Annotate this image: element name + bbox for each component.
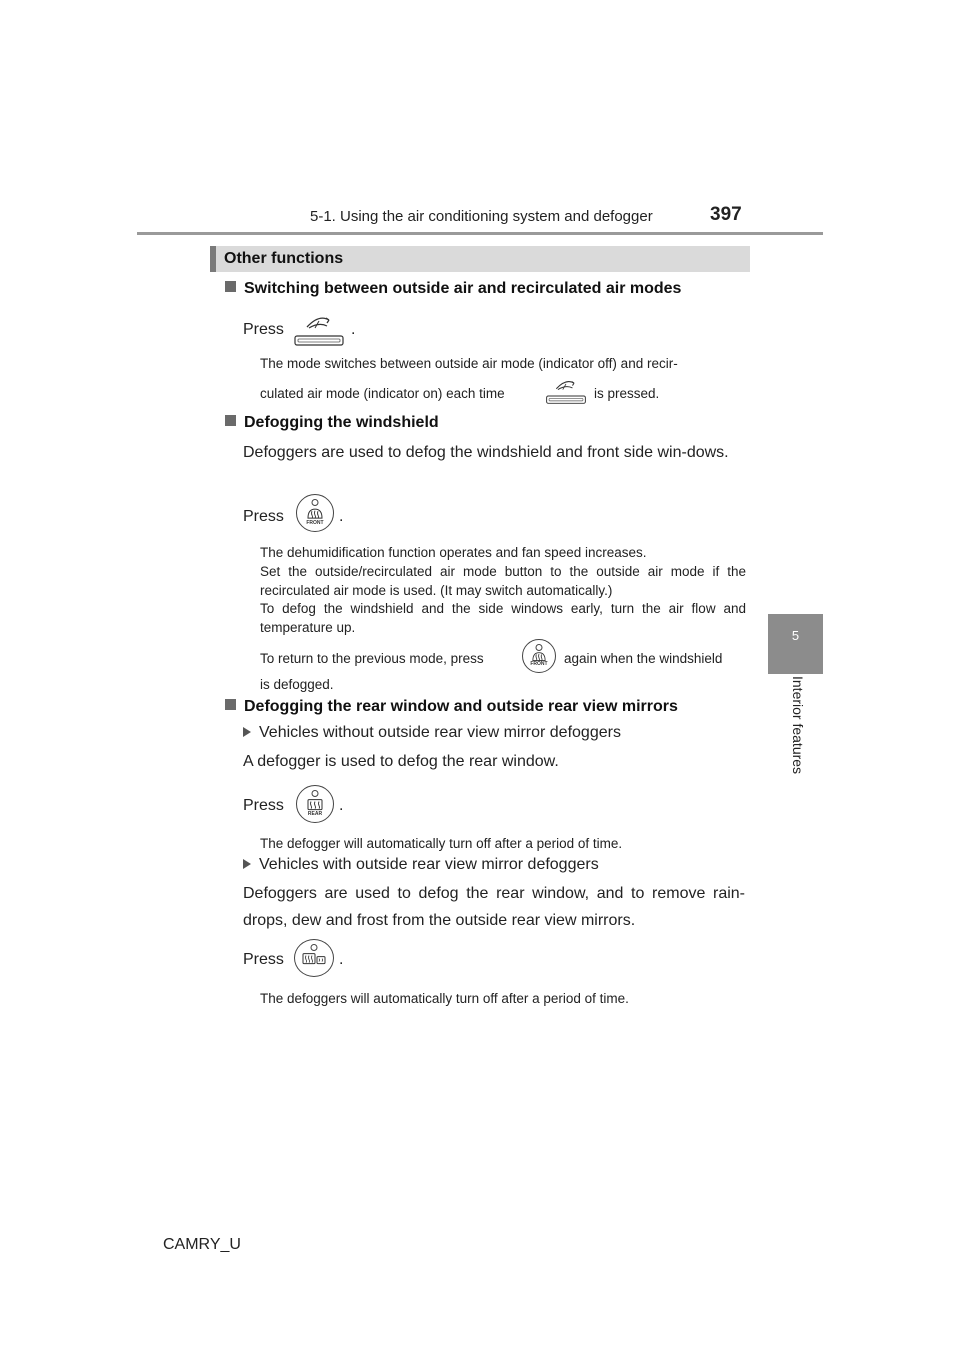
front-defogger-icon: FRONT: [296, 494, 334, 532]
rear-and-mirror-defogger-icon: [294, 939, 334, 977]
square-bullet-icon: [225, 415, 236, 426]
windshield-note-4: To return to the previous mode, press: [260, 651, 484, 666]
rear-item1-note: The defogger will automatically turn off after a period of time.: [260, 836, 623, 851]
switching-press-period: .: [351, 321, 356, 338]
windshield-note-3: To defog the windshield and the side windows early, turn the air flow and temperature up.: [260, 601, 746, 635]
chapter-tab: [768, 614, 823, 674]
switching-note-line1: The mode switches between outside air mode (indicator off) and recir-: [260, 356, 678, 371]
page-number: 397: [710, 204, 742, 225]
rear-item2-body: Defoggers are used to defog the rear window, and to remove rain-drops, dew and frost from the outside rear view mirrors.: [243, 885, 745, 929]
windshield-note-4-end: again when the windshield: [564, 651, 723, 666]
chapter-number: 5: [791, 628, 800, 643]
rear-item1-press-period: .: [339, 797, 344, 814]
header-divider: [137, 232, 823, 235]
recirculate-air-icon: [293, 314, 345, 353]
square-bullet-icon: [225, 699, 236, 710]
windshield-body: Defoggers are used to defog the windshield and front side win-dows.: [243, 444, 729, 461]
switching-heading: Switching between outside air and recirculated air modes: [225, 280, 681, 298]
chapter-label: Interior features: [790, 676, 806, 775]
windshield-note-2: Set the outside/recirculated air mode button to the outside air mode if the recirculated air mode is used. (It may switch automatically.): [260, 564, 746, 598]
windshield-note-4-line2: is defogged.: [260, 677, 334, 692]
rear-defogger-icon: REAR: [296, 785, 334, 823]
switching-note-line2-end: is pressed.: [594, 386, 660, 401]
windshield-note-1: The dehumidification function operates and fan speed increases.: [260, 545, 647, 560]
switching-note-line2: culated air mode (indicator on) each time: [260, 386, 505, 401]
rear-item2-note: The defoggers will automatically turn off after a period of time.: [260, 991, 629, 1006]
rear-item-without-mirror: Vehicles without outside rear view mirror defoggers: [243, 724, 621, 742]
square-bullet-icon: [225, 281, 236, 292]
footer-code: CAMRY_U: [163, 1236, 241, 1253]
front-defogger-icon-inline: FRONT: [522, 639, 556, 673]
rear-item2-press-period: .: [339, 951, 344, 968]
windshield-heading: Defogging the windshield: [225, 414, 439, 432]
section-title: Other functions: [224, 250, 344, 267]
rear-item1-press: Press: [243, 797, 284, 814]
triangle-bullet-icon: [243, 859, 251, 869]
triangle-bullet-icon: [243, 727, 251, 737]
windshield-press: Press: [243, 508, 284, 525]
switching-press: Press: [243, 321, 284, 338]
rear-item2-press: Press: [243, 951, 284, 968]
rear-item1-body: A defogger is used to defog the rear window.: [243, 753, 559, 770]
recirculate-air-icon-inline: [545, 378, 587, 411]
rear-heading: Defogging the rear window and outside rear view mirrors: [225, 698, 678, 716]
header-title: 5-1. Using the air conditioning system and defogger: [310, 208, 653, 225]
rear-item-with-mirror: Vehicles with outside rear view mirror defoggers: [243, 856, 599, 874]
windshield-press-period: .: [339, 508, 344, 525]
